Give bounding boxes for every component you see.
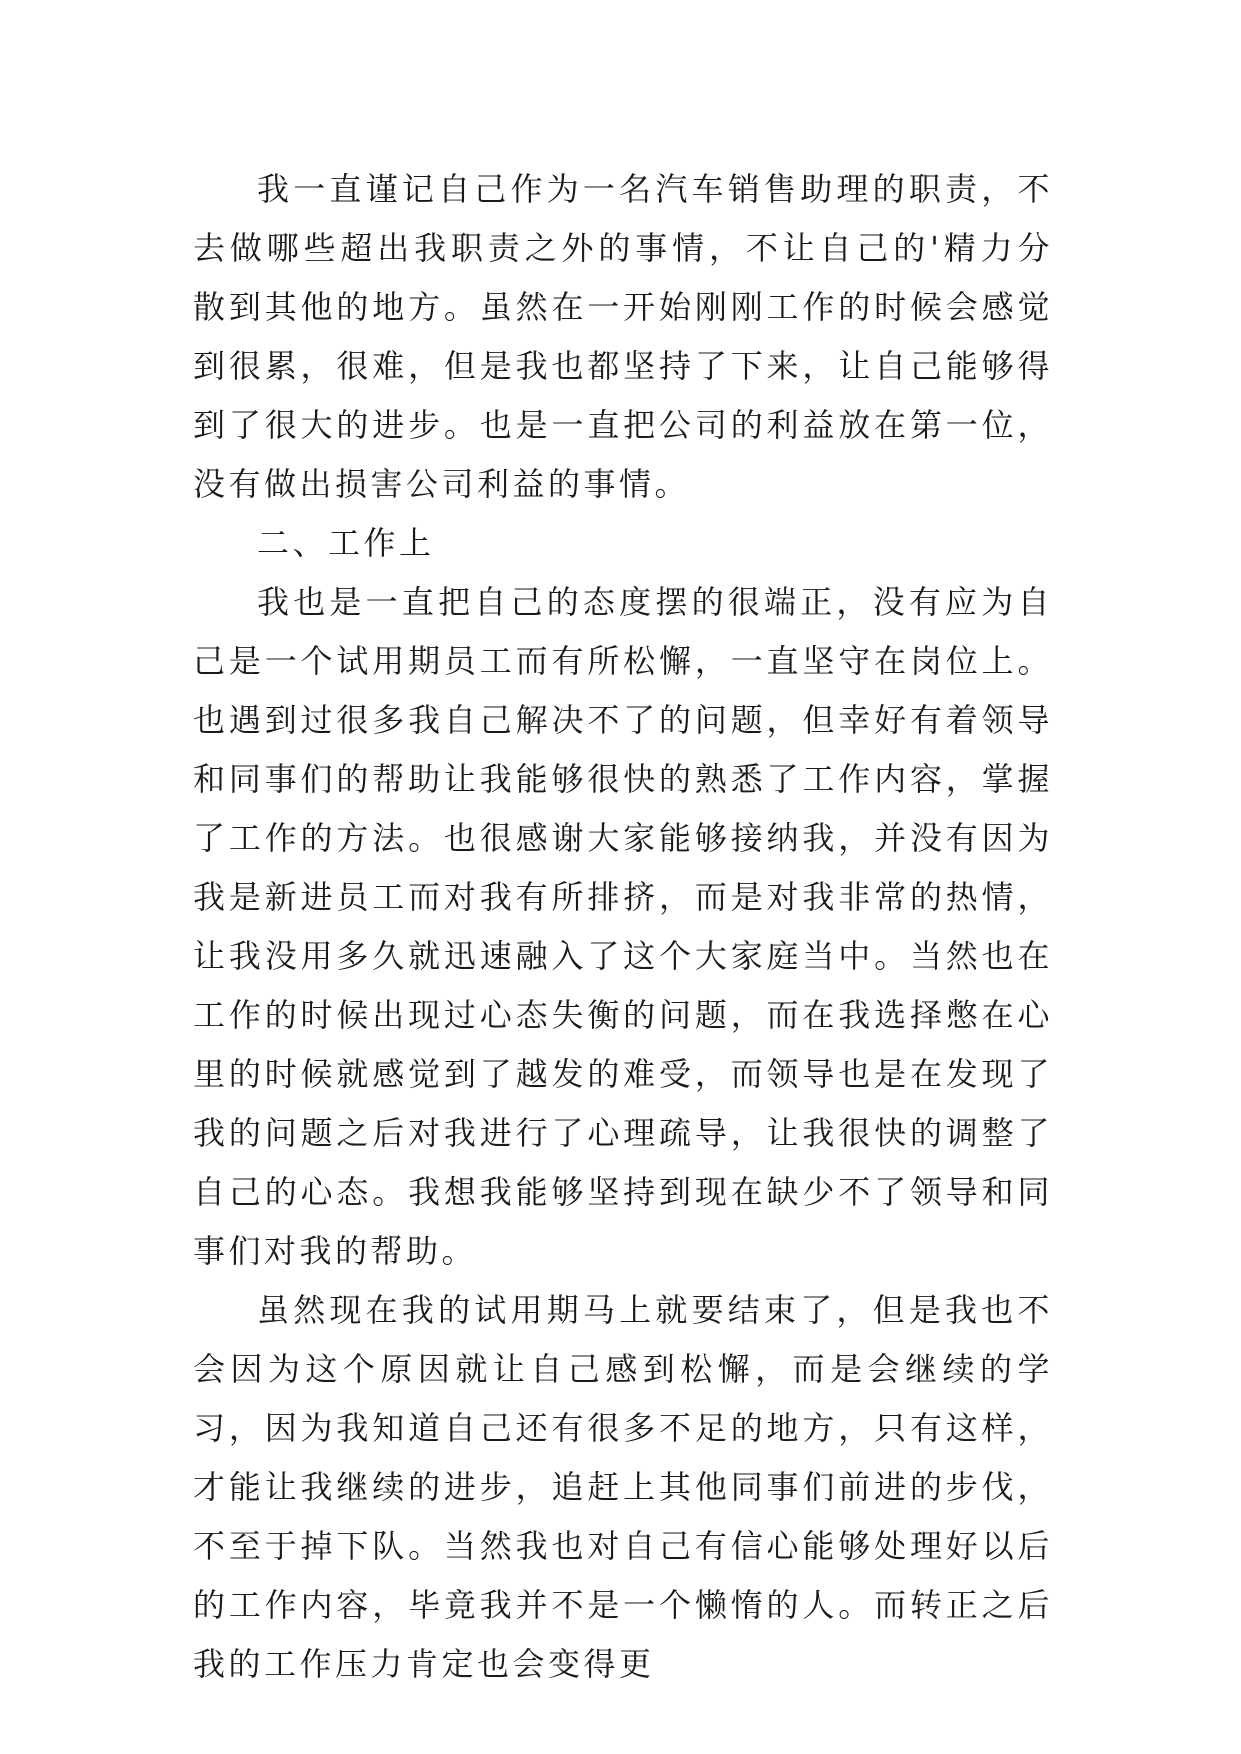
paragraph-work-attitude: 我也是一直把自己的态度摆的很端正，没有应为自己是一个试用期员工而有所松懈，一直坚守在岗位上。也遇到过很多我自己解决不了的问题，但幸好有着领导和同事们的帮助让我能够很快的熟悉了工作内容，掌握了工作的方法。也很感谢大家能够接纳我，并没有因为我是新进员工而对我有所排挤，而是对我非常的热情，让我没用多久就迅速融入了这个大家庭当中。当然也在工作的时候出现过心态失衡的问题，而在我选择憋在心里的时候就感觉到了越发的难受，而领导也是在发现了我的问题之后对我进行了心理疏导，让我很快的调整了自己的心态。我想我能够坚持到现在缺少不了领导和同事们对我的帮助。: [193, 583, 1053, 1270]
section-heading-work: 二、工作上: [257, 524, 435, 562]
document-body: [193, 160, 1053, 1694]
paragraph-duties: 我一直谨记自己作为一名汽车销售助理的职责，不去做哪些超出我职责之外的事情，不让自己的'精力分散到其他的地方。虽然在一开始刚刚工作的时候会感觉到很累，很难，但是我也都坚持了下来，让自己能够得到了很大的进步。也是一直把公司的利益放在第一位，没有做出损害公司利益的事情。: [193, 170, 1053, 503]
paragraph-future: 虽然现在我的试用期马上就要结束了，但是我也不会因为这个原因就让自己感到松懈，而是会继续的学习，因为我知道自己还有很多不足的地方，只有这样，才能让我继续的进步，追赶上其他同事们前进的步伐，不至于掉下队。当然我也对自己有信心能够处理好以后的工作内容，毕竟我并不是一个懒惰的人。而转正之后我的工作压力肯定也会变得更: [193, 1291, 1053, 1683]
